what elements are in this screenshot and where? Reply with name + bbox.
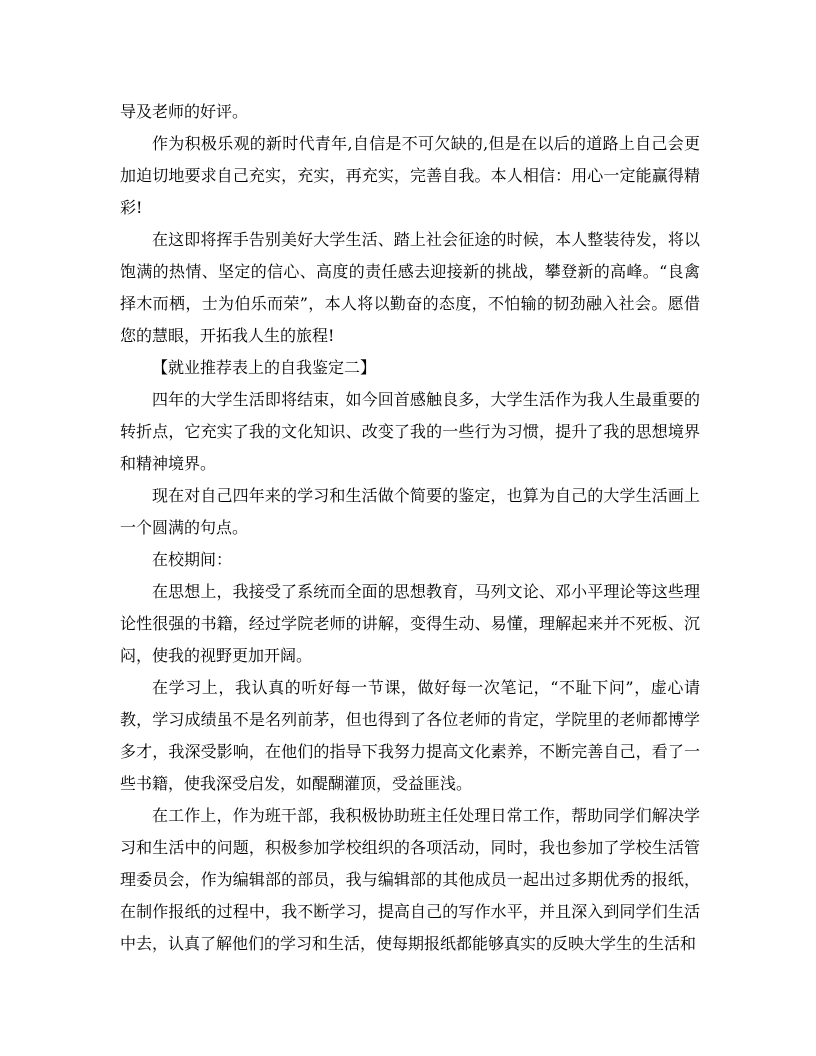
- paragraph-intro: 四年的大学生活即将结束，如今回首感触良多，大学生活作为我人生最重要的转折点，它充实了我的文化知识、改变了我的一些行为习惯，提升了我的思想境界和精神境界。: [120, 390, 700, 473]
- paragraph-continuation: 导及老师的好评。: [120, 102, 249, 121]
- paragraph-farewell: 在这即将挥手告别美好大学生活、踏上社会征途的时候，本人整装待发，将以饱满的热情、坚定的信心、高度的责任感去迎接新的挑战，攀登新的高峰。“良禽择木而栖，士为伯乐而荣”，本人将以勤奋的态度，不怕输的韧劲融入社会。愿借您的慧眼，开拓我人生的旅程!: [120, 230, 700, 345]
- paragraph-confidence: 作为积极乐观的新时代青年,自信是不可欠缺的,但是在以后的道路上自己会更加迫切地要求自己充实，充实，再充实，完善自我。本人相信：用心一定能赢得精彩!: [120, 134, 700, 217]
- paragraph-at-school: 在校期间：: [152, 550, 233, 569]
- section-heading: 【就业推荐表上的自我鉴定二】: [152, 358, 377, 377]
- paragraph-summary: 现在对自己四年来的学习和生活做个简要的鉴定，也算为自己的大学生活画上一个圆满的句点。: [120, 486, 700, 537]
- paragraph-ideology: 在思想上，我接受了系统而全面的思想教育，马列文论、邓小平理论等这些理论性很强的书籍，经过学院老师的讲解，变得生动、易懂，理解起来并不死板、沉闷，使我的视野更加开阔。: [120, 582, 700, 665]
- paragraph-study: 在学习上，我认真的听好每一节课，做好每一次笔记，“不耻下问”，虚心请教，学习成绩虽不是名列前茅，但也得到了各位老师的肯定，学院里的老师都博学多才，我深受影响，在他们的指导下我努力提高文化素养，不断完善自己，看了一些书籍，使我深受启发，如醍醐灌顶，受益匪浅。: [120, 678, 700, 793]
- paragraph-work: 在工作上，作为班干部，我积极协助班主任处理日常工作，帮助同学们解决学习和生活中的问题，积极参加学校组织的各项活动，同时，我也参加了学校生活管理委员会，作为编辑部的部员，我与编辑部的其他成员一起出过多期优秀的报纸，在制作报纸的过程中，我不断学习，提高自己的写作水平，并且深入到同学们生活中去，认真了解他们的学习和生活，使每期报纸都能够真实的反映大学生的生活和: [120, 806, 700, 953]
- document-body: [120, 96, 700, 960]
